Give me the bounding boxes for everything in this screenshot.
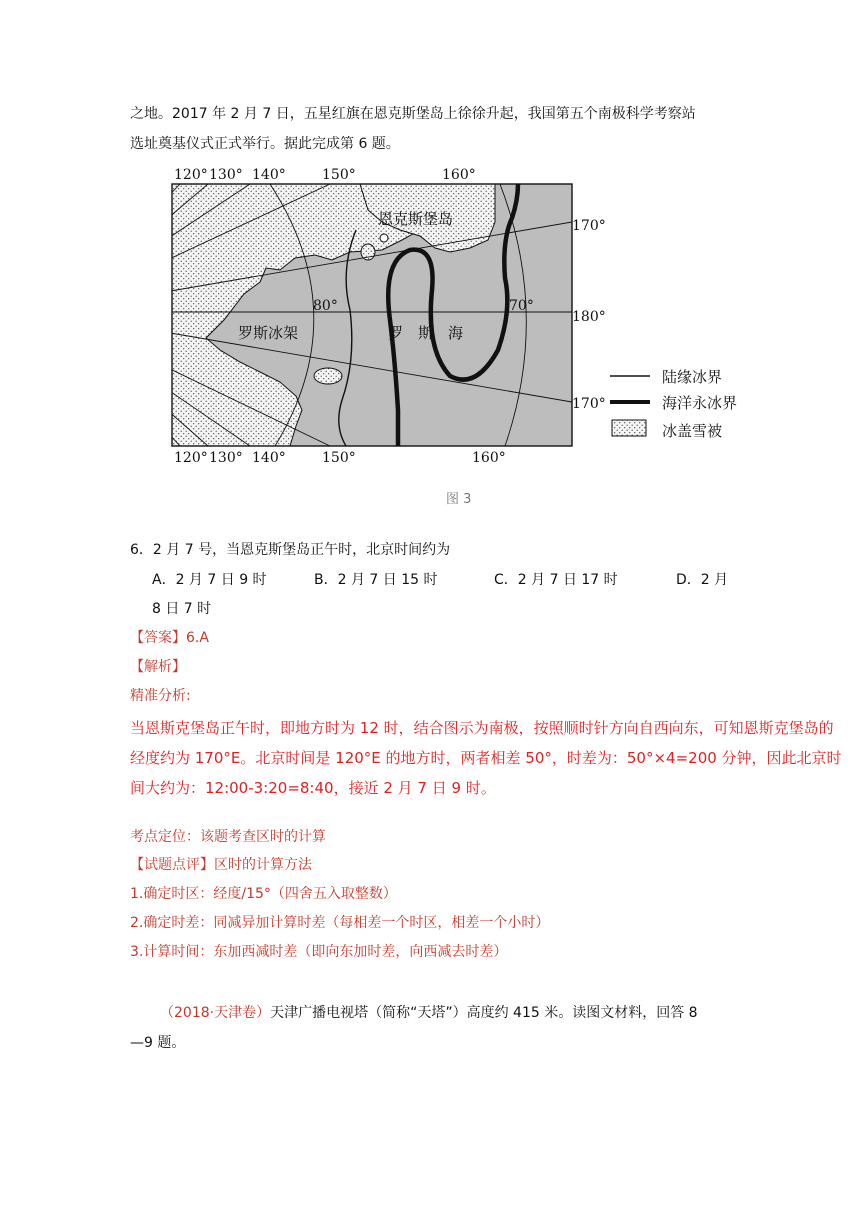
comment-step-3: 3.计算时间：东加西减时差（即向东加时差，向西减去时差） (130, 944, 508, 960)
right-label-170-top: 170° (572, 218, 606, 234)
place-island: 恩克斯堡岛 (378, 210, 454, 228)
next-source: （2018·天津卷） (160, 1005, 271, 1021)
right-label-170-bottom: 170° (572, 396, 606, 412)
place-ross-ice-shelf: 罗斯冰架 (238, 324, 299, 342)
right-label-180: 180° (572, 309, 606, 325)
option-d: D．2 月 (676, 572, 729, 588)
comment-step-2: 2.确定时差：同减异加计算时差（每相差一个时区，相差一个小时） (130, 915, 550, 931)
lat-label-80: 80° (313, 298, 338, 314)
option-c: C．2 月 7 日 17 时 (494, 572, 618, 588)
legend-label-sea-ice: 海洋永冰界 (662, 394, 738, 412)
analysis-line-2: 经度约为 170°E。北京时间是 120°E 的地方时，两者相差 50°，时差为：50°×4=200 分钟，因此北京时 (130, 749, 842, 767)
top-label-130: 130° (209, 167, 243, 183)
top-label-120: 120° (174, 167, 208, 183)
precise-analysis-label: 精准分析: (130, 688, 191, 704)
intro-line-1: 之地。2017 年 2 月 7 日，五星红旗在恩克斯堡岛上徐徐升起，我国第五个南极科学考察站 (130, 106, 696, 122)
bottom-label-120: 120° (174, 450, 208, 466)
map-legend (606, 364, 776, 444)
lat-label-70: 70° (509, 298, 534, 314)
figure-caption: 图 3 (446, 492, 472, 507)
bottom-label-130: 130° (209, 450, 243, 466)
top-label-150: 150° (322, 167, 356, 183)
bottom-label-150: 150° (322, 450, 356, 466)
option-b: B．2 月 7 日 15 时 (314, 572, 438, 588)
bottom-label-160: 160° (472, 450, 506, 466)
comment-heading (130, 855, 312, 875)
answer-line (130, 628, 209, 648)
place-ross-sea: 罗 斯 海 (388, 324, 464, 342)
option-d-continued: 8 日 7 时 (152, 601, 212, 617)
next-question-line-2: —9 题。 (130, 1035, 186, 1051)
answer-value: 6.A (186, 630, 209, 646)
comment-title: 区时的计算方法 (214, 857, 312, 873)
ross-sea-map (120, 160, 620, 470)
top-label-140: 140° (252, 167, 286, 183)
question-stem: 6．2 月 7 号，当恩克斯堡岛正午时，北京时间约为 (130, 542, 451, 558)
legend-label-ice-cover: 冰盖雪被 (662, 422, 723, 440)
small-island-2 (314, 368, 342, 384)
answer-label: 【答案】 (130, 630, 186, 646)
option-a: A．2 月 7 日 9 时 (152, 572, 267, 588)
station-dot (380, 234, 388, 242)
top-label-160: 160° (442, 167, 476, 183)
comment-label: 【试题点评】 (130, 857, 214, 873)
legend-label-land-ice: 陆缘冰界 (662, 368, 723, 386)
intro-line-2: 选址奠基仪式正式举行。据此完成第 6 题。 (130, 136, 400, 152)
analysis-line-1: 当恩斯克堡岛正午时，即地方时为 12 时，结合图示为南极，按照顺时针方向自西向东，可知恩斯克堡岛的 (130, 719, 834, 737)
comment-step-1: 1.确定时区：经度/15°（四舍五入取整数） (130, 886, 397, 902)
key-point: 考点定位：该题考查区时的计算 (130, 829, 326, 845)
next-text: 天津广播电视塔（简称“天塔”）高度约 415 米。读图文材料，回答 8 (270, 1005, 698, 1021)
next-question-line-1 (160, 1003, 698, 1023)
analysis-line-3: 间大约为：12:00-3:20=8:40，接近 2 月 7 日 9 时。 (130, 779, 496, 797)
bottom-label-140: 140° (252, 450, 286, 466)
analysis-label: 【解析】 (130, 659, 186, 675)
